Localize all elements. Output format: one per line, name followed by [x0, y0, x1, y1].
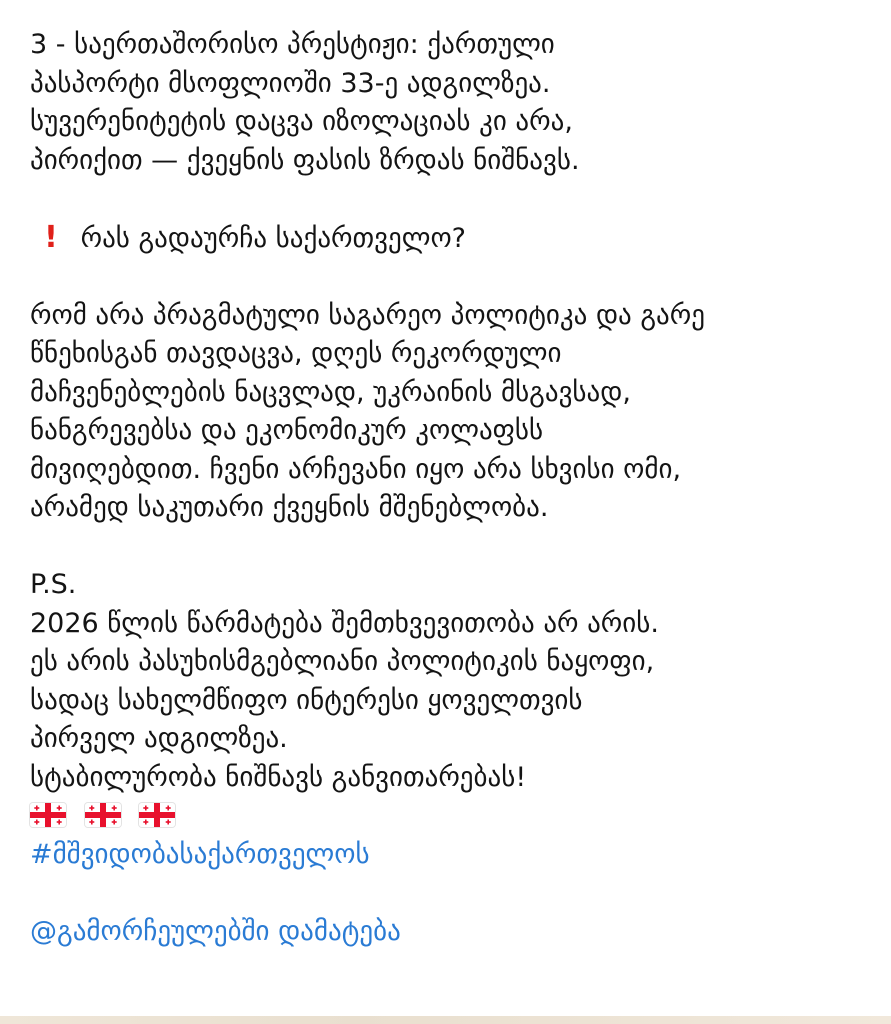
georgia-flag-icon — [30, 803, 66, 827]
add-to-favorites-link[interactable]: @გამორჩეულებში დამატება — [30, 915, 401, 947]
spacer — [30, 528, 875, 567]
flags-row — [30, 797, 875, 836]
spacer — [30, 874, 875, 913]
answer-line-5: მივიღებდით. ჩვენი არჩევანი იყო არა სხვისი ომი, — [30, 453, 682, 485]
prestige-line-3: სუვერენიტეტის დაცვა იზოლაციას კი არა, — [30, 106, 573, 137]
question-text: რას გადაურჩა საქართველო? — [80, 222, 467, 254]
question-line — [30, 219, 875, 259]
spacer — [30, 258, 875, 297]
ps-line-1: 2026 წლის წარმატება შემთხვევითობა არ არის. — [30, 607, 659, 639]
answer-line-1: რომ არა პრაგმატული საგარეო პოლიტიკა და გარე — [30, 299, 705, 331]
answer-line-2: წნეხისგან თავდაცვა, დღეს რეკორდული — [30, 338, 562, 369]
prestige-line-4: პირიქით — ქვეყნის ფასის ზრდას ნიშნავს. — [30, 144, 580, 176]
answer-line-6: არამედ საკუთარი ქვეყნის მშენებლობა. — [30, 492, 549, 523]
ps-line-5: სტაბილურობა ნიშნავს განვითარებას! — [30, 761, 527, 793]
georgia-flag-icon — [85, 803, 121, 827]
hashtag-link[interactable]: #მშვიდობასაქართველოს — [30, 838, 370, 870]
prestige-line-1: 3 - საერთაშორისო პრესტიჟი: ქართული — [30, 29, 555, 60]
post-body — [30, 26, 875, 951]
ps-line-2: ეს არის პასუხისმგებლიანი პოლიტიკის ნაყოფი, — [30, 646, 655, 677]
ps-line-4: პირველ ადგილზეა. — [30, 723, 288, 754]
answer-line-4: ნანგრევებსა და ეკონომიკურ კოლაფსს — [30, 415, 544, 446]
ps-label: P.S. — [30, 569, 77, 600]
spacer — [30, 180, 875, 219]
red-exclamation-icon: ! — [44, 219, 58, 255]
ps-line-3: სადაც სახელმწიფო ინტერესი ყოველთვის — [30, 684, 583, 716]
answer-line-3: მაჩვენებლების ნაცვლად, უკრაინის მსგავსად, — [30, 376, 631, 408]
georgia-flag-icon — [139, 803, 175, 827]
bottom-background-strip — [0, 1016, 891, 1024]
prestige-line-2: პასპორტი მსოფლიოში 33-ე ადგილზეა. — [30, 67, 551, 99]
